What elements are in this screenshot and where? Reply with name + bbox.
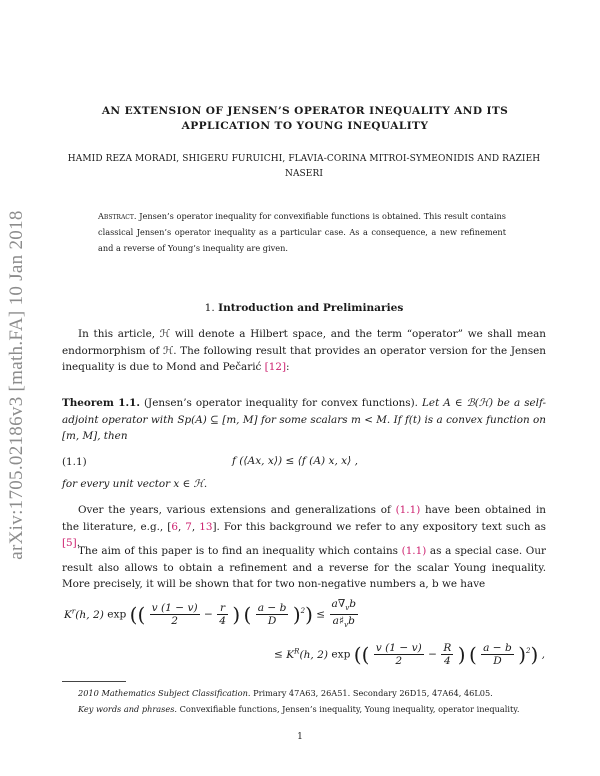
authors — [62, 152, 546, 182]
theorem-caption: (Jensen’s operator inequality for convex functions). — [144, 397, 418, 409]
young-inequality-line-1: $K^r(h$, 2) exp (( $\frac{v (1 - v)}{2}$ − $\frac{r}{4}$ ) ( $\frac{a - b}{D}$ )$^2$) ≤ $\frac{a\nabla_vb}{a♯_vb}$ — [64, 598, 357, 630]
p2-text-b: have been obtained in the literature, e.g., — [62, 504, 546, 533]
keywords-text: Convexifiable functions, Jensen’s inequality, Young inequality, operator inequality. — [179, 704, 520, 714]
p3-text-b: as a special case. Our result also allows to obtain a refinement and a reverse for the scalar Young inequality. More precisely, it will be shown that for two non-negative numbers a, b we have — [62, 545, 546, 591]
cite-6-link[interactable]: 6 — [171, 520, 178, 533]
cite-7-link[interactable]: 7 — [185, 520, 192, 533]
eq-ref-link-2[interactable]: (1.1) — [401, 545, 427, 557]
section-title: Introduction and Preliminaries — [218, 302, 404, 314]
intro-paragraph: In this article, ℋ will denote a Hilbert space, and the term “operator” we shall mean endormorphism of ℋ. The following result that provides an operator version for the Jensen inequality is due to Mond and Pečarić [12]: — [62, 328, 546, 374]
paper-title — [70, 104, 540, 134]
section-heading — [62, 302, 546, 314]
cite-5-link[interactable]: [5] — [62, 537, 77, 550]
p2-text-c: . For this background we refer to any expository text such as — [216, 520, 547, 533]
arxiv-id-text: arXiv:1705.02186v3 [math.FA] 10 Jan 2018 — [6, 210, 27, 560]
keywords-label: Key words and phrases. — [78, 704, 178, 714]
cite-12-link[interactable]: [12] — [264, 361, 287, 374]
for-every-line — [62, 476, 546, 493]
abstract-label: Abstract. — [98, 211, 137, 221]
equation-number: (1.1) — [62, 456, 87, 468]
abstract-text: Jensen’s operator inequality for convexifiable functions is obtained. This result contains classical Jensen’s operator inequality as a particular case. As a consequence, a new refinement and a reverse of Young’s inequality are given. — [98, 211, 506, 253]
equation-1-1: f (⟨Ax, x⟩) ≤ ⟨f (A) x, x⟩ , — [232, 455, 359, 467]
for-every-text: for every unit vector x ∈ ℋ. — [62, 478, 208, 490]
young-inequality-line-2: ≤ $K^R(h$, 2) exp (( $\frac{v (1 - v)}{2}$ − $\frac{R}{4}$ ) ( $\frac{a - b}{D}$ )$^2$) , — [274, 642, 546, 667]
keywords-footnote — [62, 702, 546, 717]
abstract — [98, 208, 506, 256]
page-number: 1 — [297, 732, 303, 742]
title-line-2: APPLICATION TO YOUNG INEQUALITY — [181, 120, 429, 132]
theorem-label: Theorem 1.1. — [62, 397, 140, 409]
paragraph-3 — [62, 543, 546, 593]
footnote-rule — [62, 681, 126, 682]
arxiv-identifier — [2, 180, 32, 590]
paragraph-2: Over the years, various extensions and generalizations of (1.1) have been obtained in the literature, e.g., [6, 7, 13]. For this background we refer to any expository text such as [5]. — [62, 504, 547, 550]
intro-text: In this article, ℋ will denote a Hilbert space, and the term “operator” we shall mean endormorphism of ℋ. The following result that provides an operator version for the Jensen inequality is due to Mond and Pečarić — [62, 328, 546, 374]
cite-13-link[interactable]: 13 — [199, 520, 213, 533]
msc-footnote — [62, 686, 546, 701]
theorem-text: Let A ∈ ℬ(ℋ) be a self-adjoint operator with Sp(A) ⊆ [m, M] for some scalars m < M. If f(t) is a convex function on [m, M], then — [62, 397, 546, 443]
eq-ref-link[interactable]: (1.1) — [395, 504, 421, 516]
p2-text-a: Over the years, various extensions and generalizations of — [78, 504, 396, 516]
msc-text: Primary 47A63, 26A51. Secondary 26D15, 47A64, 46L05. — [253, 688, 493, 698]
p3-text-a: The aim of this paper is to find an inequality which contains — [78, 545, 402, 557]
authors-line-2: NASERI — [284, 169, 324, 179]
authors-line-1: HAMID REZA MORADI, SHIGERU FURUICHI, FLAVIA-CORINA MITROI-SYMEONIDIS AND RAZIEH — [67, 154, 541, 164]
theorem — [62, 395, 546, 445]
section-number: 1. — [204, 302, 215, 314]
title-line-1: AN EXTENSION OF JENSEN’S OPERATOR INEQUALITY AND ITS — [101, 105, 509, 117]
msc-label: 2010 Mathematics Subject Classification. — [78, 688, 251, 698]
